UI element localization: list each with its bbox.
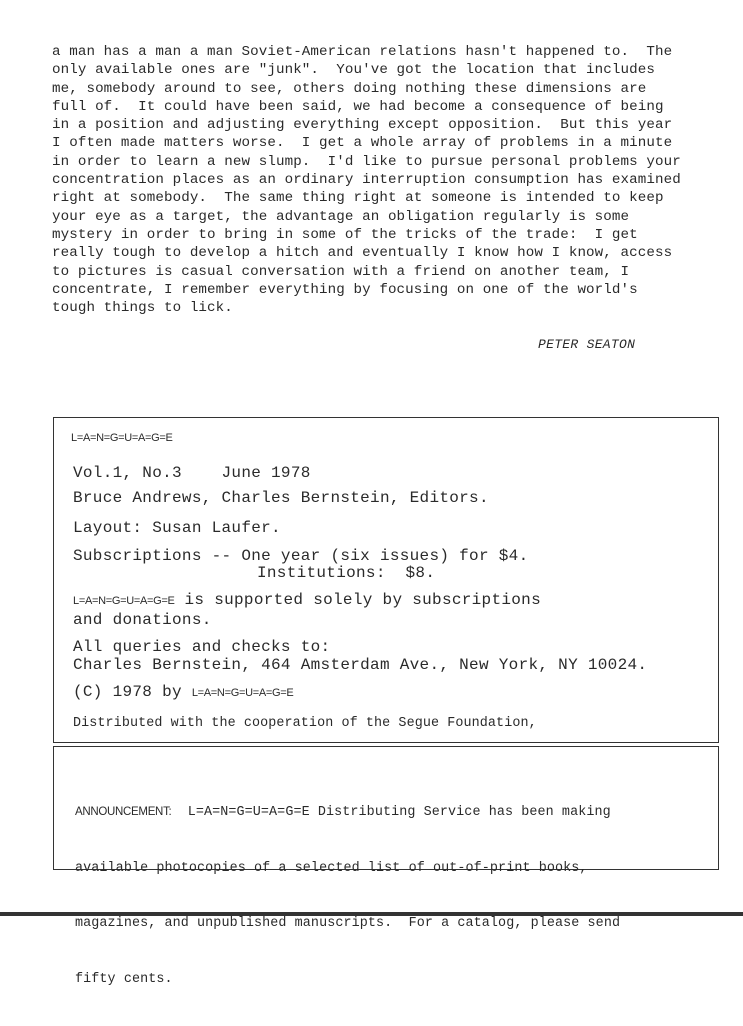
address-line: Charles Bernstein, 464 Amsterdam Ave., New York, NY 10024. <box>73 656 648 674</box>
support-line <box>73 591 541 609</box>
poem-line: concentrate, I remember everything by focusing on one of the world's <box>52 281 638 298</box>
poem-line: mystery in order to bring in some of the tricks of the trade: I get <box>52 226 638 243</box>
masthead-box <box>53 417 719 743</box>
institutions-line: Institutions: $8. <box>257 564 436 582</box>
support-text: is supported solely by subscriptions <box>174 591 541 609</box>
issue-line: Vol.1, No.3 June 1978 <box>73 464 311 482</box>
subscriptions-line: Subscriptions -- One year (six issues) for $4. <box>73 547 529 565</box>
announcement-line <box>75 803 620 823</box>
poem-line: to pictures is casual conversation with a friend on another team, I <box>52 263 630 280</box>
poem-line: tough things to lick. <box>52 300 233 317</box>
poem-author: PETER SEATON <box>538 337 636 352</box>
queries-line: All queries and checks to: <box>73 638 331 656</box>
poem-line: right at somebody. The same thing right at someone is intended to keep <box>52 190 664 207</box>
poem-line: full of. It could have been said, we had become a consequence of being <box>52 98 664 115</box>
poem-line: in a position and adjusting everything except opposition. But this year <box>52 117 673 134</box>
poem-line: only available ones are "junk". You've got the location that includes <box>52 62 655 79</box>
announcement-head: ANNOUNCEMENT: <box>75 806 172 818</box>
poem-line: a man has a man a man Soviet-American relations hasn't happened to. The <box>52 44 673 60</box>
copyright-line <box>73 683 293 701</box>
poem-line: me, somebody around to see, others doing nothing these dimensions are <box>52 80 647 97</box>
announcement-line-4: fifty cents. <box>75 971 173 987</box>
poem-line: your eye as a target, the advantage an obligation regularly is some <box>52 208 630 225</box>
announcement-text <box>75 766 620 1026</box>
announcement-line-3: magazines, and unpublished manuscripts. For a catalog, please send <box>75 916 621 931</box>
poem-line: really tough to develop a hitch and eventually I know how I know, access <box>52 245 673 262</box>
masthead-logo: L=A=N=G=U=A=G=E <box>71 432 173 444</box>
poem-line: in order to learn a new slump. I'd like to pursue personal problems your <box>52 153 681 170</box>
editors-line: Bruce Andrews, Charles Bernstein, Editors. <box>73 489 489 507</box>
copyright-logo: L=A=N=G=U=A=G=E <box>191 687 294 699</box>
poem-text <box>52 43 732 317</box>
poem-line: I often made matters worse. I get a whole array of problems in a minute <box>52 135 673 152</box>
announcement-line-1: L=A=N=G=U=A=G=E Distributing Service has been making <box>171 805 611 820</box>
announcement-box <box>53 746 719 987</box>
distributed-line: Distributed with the cooperation of the Segue Foundation, <box>73 716 537 731</box>
copyright-text: (C) 1978 by <box>73 683 192 701</box>
donations-line: and donations. <box>73 611 212 629</box>
support-logo: L=A=N=G=U=A=G=E <box>73 595 175 607</box>
layout-line: Layout: Susan Laufer. <box>73 519 281 537</box>
announcement-line-2: available photocopies of a selected list of out-of-print books, <box>75 860 588 876</box>
poem-line: concentration places as an ordinary interruption consumption has examined <box>52 172 681 189</box>
bottom-rule <box>0 912 743 916</box>
